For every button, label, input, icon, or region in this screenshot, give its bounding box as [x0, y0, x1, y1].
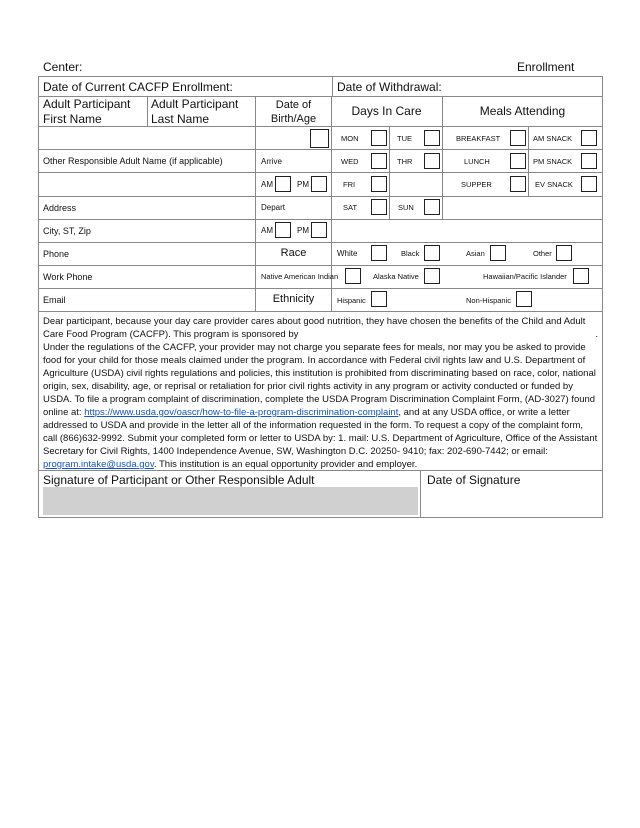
day-label-thr: THR	[397, 157, 413, 166]
day-checkbox-thr[interactable]	[424, 153, 440, 169]
current-enrollment-date-field[interactable]: Date of Current CACFP Enrollment:	[43, 80, 233, 94]
email-field[interactable]: Email	[43, 295, 66, 305]
race-checkbox-native-american[interactable]	[345, 268, 361, 284]
meal-checkbox-am-snack[interactable]	[581, 130, 597, 146]
address-field[interactable]: Address	[43, 203, 77, 213]
race-checkbox-black[interactable]	[424, 245, 440, 261]
depart-label: Depart	[261, 203, 286, 212]
city-state-zip-field[interactable]: City, ST, Zip	[43, 226, 91, 236]
day-checkbox-sun[interactable]	[424, 199, 440, 215]
center-label: Center:	[43, 60, 83, 74]
dob-checkbox[interactable]	[310, 129, 329, 148]
enrollment-label: Enrollment	[517, 60, 575, 74]
day-label-fri: FRI	[343, 180, 356, 189]
race-checkbox-white[interactable]	[371, 245, 387, 261]
participant-signature-label: Signature of Participant or Other Responsible Adult	[43, 473, 315, 487]
meal-checkbox-pm-snack[interactable]	[581, 153, 597, 169]
arrive-pm-checkbox[interactable]	[311, 176, 327, 192]
race-label-white: White	[337, 249, 358, 258]
race-checkbox-other[interactable]	[556, 245, 572, 261]
arrive-pm-label: PM	[297, 180, 309, 189]
phone-field[interactable]: Phone	[43, 249, 70, 259]
day-label-wed: WED	[341, 157, 359, 166]
ethnicity-label-hispanic: Hispanic	[337, 296, 366, 305]
meal-label-ev-snack: EV SNACK	[535, 180, 573, 189]
day-checkbox-wed[interactable]	[371, 153, 387, 169]
participant-signature-field[interactable]	[43, 487, 418, 515]
meal-checkbox-ev-snack[interactable]	[581, 176, 597, 192]
depart-pm-checkbox[interactable]	[311, 222, 327, 238]
day-label-tue: TUE	[397, 134, 412, 143]
arrive-am-label: AM	[261, 180, 273, 189]
first-name-header[interactable]: Adult Participant First Name	[43, 97, 131, 126]
race-checkbox-asian[interactable]	[490, 245, 506, 261]
meal-label-lunch: LUNCH	[464, 157, 490, 166]
meal-checkbox-breakfast[interactable]	[510, 130, 526, 146]
dob-header[interactable]: Date of Birth/Age	[270, 99, 317, 125]
day-label-sat: SAT	[343, 203, 358, 212]
depart-am-checkbox[interactable]	[275, 222, 291, 238]
day-checkbox-tue[interactable]	[424, 130, 440, 146]
civil-rights-notice	[43, 315, 598, 471]
race-label-asian: Asian	[466, 249, 485, 258]
depart-am-label: AM	[261, 226, 273, 235]
usda-email-link[interactable]: program.intake@usda.gov	[43, 459, 154, 470]
arrive-am-checkbox[interactable]	[275, 176, 291, 192]
ethnicity-checkbox-non-hispanic[interactable]	[516, 291, 532, 307]
signature-date-field[interactable]: Date of Signature	[427, 473, 521, 487]
race-checkbox-hawaiian[interactable]	[573, 268, 589, 284]
race-label-other: Other	[533, 249, 552, 258]
race-label-native-american: Native American Indian	[261, 272, 339, 281]
meal-label-pm-snack: PM SNACK	[533, 157, 573, 166]
notice-closing: . This institution is an equal opportunity provider and employer.	[153, 459, 418, 470]
meals-attending-header: Meals Attending	[479, 104, 566, 118]
day-label-sun: SUN	[398, 203, 414, 212]
work-phone-field[interactable]: Work Phone	[43, 272, 93, 282]
meal-label-breakfast: BREAKFAST	[456, 134, 501, 143]
day-checkbox-fri[interactable]	[371, 176, 387, 192]
meal-label-supper: SUPPER	[461, 180, 492, 189]
race-label: Race	[280, 247, 307, 259]
race-label-hawaiian: Hawaiian/Pacific Islander	[483, 272, 567, 281]
last-name-header[interactable]: Adult Participant Last Name	[151, 97, 239, 126]
meal-label-am-snack: AM SNACK	[533, 134, 573, 143]
ethnicity-label: Ethnicity	[272, 293, 315, 305]
arrive-label: Arrive	[261, 157, 282, 166]
race-checkbox-alaska-native[interactable]	[424, 268, 440, 284]
day-label-mon: MON	[341, 134, 359, 143]
notice-body: Under the regulations of the CACFP, your provider may not charge you separate fees for meals, nor may you be asked to provide food for your child for those meals claimed under the program. In accordance with Federal civil rights law and U.S. Department of Agriculture (USDA) civil rights regulations and policies, this institution is prohibited from discriminating based on race, color, national origin, sex, disability, age, or reprisal or retaliation for prior civil rights activity in any program or activity conducted or funded by USDA. To file a program complaint of discrimination, complete the USDA Program Discrimination Complaint Form, (AD-3027) found online at:	[43, 342, 596, 418]
depart-pm-label: PM	[297, 226, 309, 235]
race-label-alaska-native: Alaska Native	[373, 272, 419, 281]
complaint-form-link[interactable]: https://www.usda.gov/oascr/how-to-file-a-program-discrimination-complaint	[84, 407, 399, 418]
ethnicity-checkbox-hispanic[interactable]	[371, 291, 387, 307]
race-label-black: Black	[401, 249, 420, 258]
days-in-care-header: Days In Care	[351, 104, 422, 118]
notice-intro-end: .	[595, 329, 598, 340]
withdrawal-date-field[interactable]: Date of Withdrawal:	[337, 80, 442, 94]
meal-checkbox-lunch[interactable]	[510, 153, 526, 169]
ethnicity-label-non-hispanic: Non-Hispanic	[466, 296, 512, 305]
notice-body-continued: , and at any USDA office, or write a letter addressed to USDA and provide in the letter all of the information requested in the form. To request a copy of the complaint form, call (866)632-9992. Submit your completed form or letter to USDA by: 1. mail: U.S. Department of Agriculture, Office of the Assistant Secretary for Civil Rights, 1400 Independence Avenue, SW, Washington D.C. 20250- 9410; fax: 202-690-7442; or email:	[43, 407, 598, 457]
notice-intro: Dear participant, because your day care provider cares about good nutrition, they have chosen the benefits of the Child and Adult Care Food Program (CACFP). This program is sponsored by	[43, 316, 586, 340]
other-responsible-adult-field[interactable]: Other Responsible Adult Name (if applicable)	[43, 156, 223, 166]
meal-checkbox-supper[interactable]	[510, 176, 526, 192]
day-checkbox-mon[interactable]	[371, 130, 387, 146]
day-checkbox-sat[interactable]	[371, 199, 387, 215]
